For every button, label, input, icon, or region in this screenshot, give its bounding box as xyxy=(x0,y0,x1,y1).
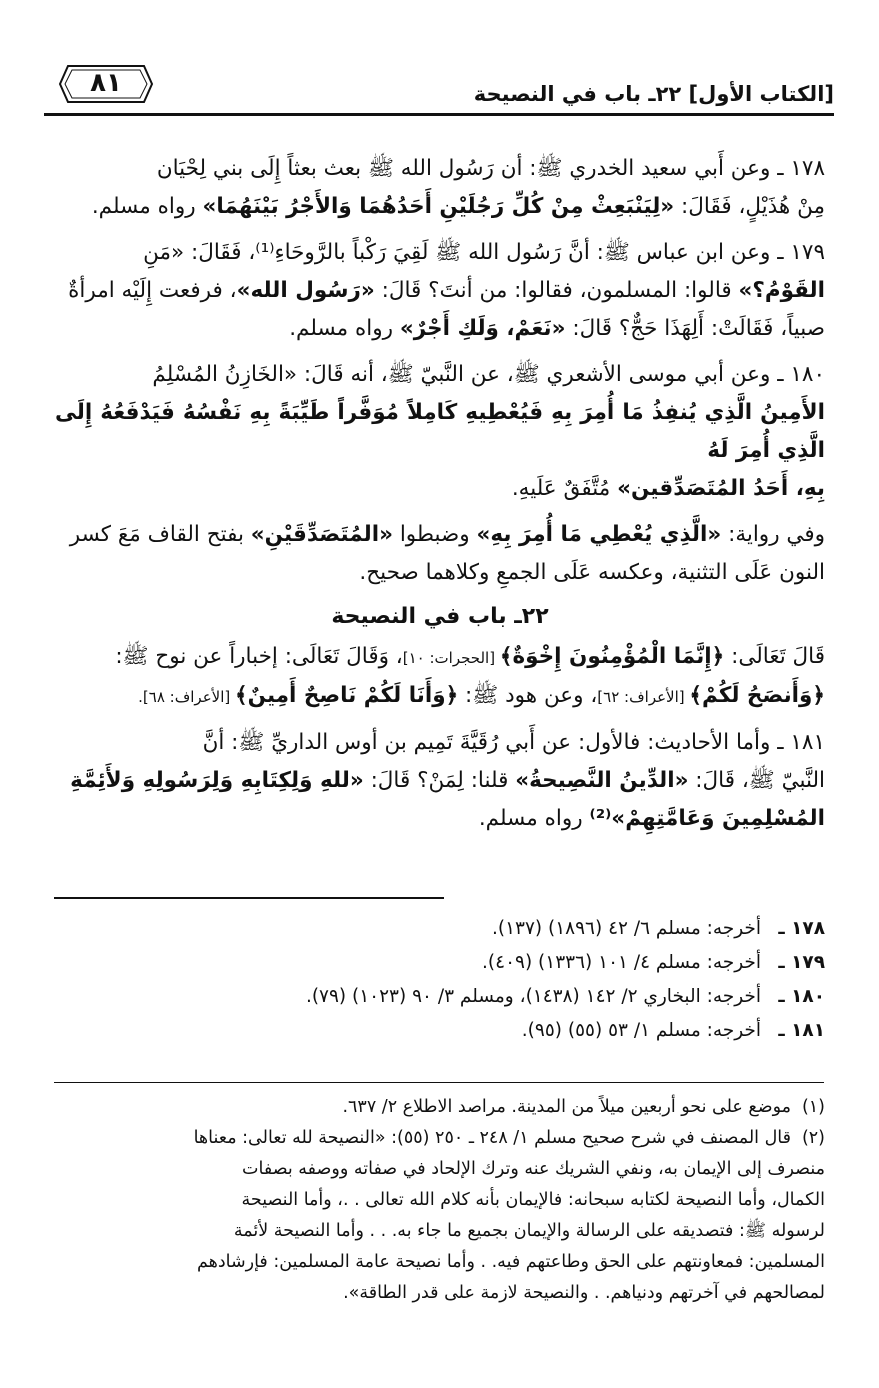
hadith-178-line-2a: مِنْ هُذَيْلٍ، فَقَالَ: xyxy=(674,194,825,219)
footnote-2-line-3: الكمال، وأما النصيحة لكتابه سبحانه: فالإيمان بأنه كلام الله تعالى . .، وأما النصيحة xyxy=(241,1190,825,1210)
footnote-number: (١) xyxy=(801,1097,825,1117)
reference-item xyxy=(55,946,825,980)
riwaya-quote-1: «الَّذِي يُعْطِي مَا أُمِرَ بِهِ» xyxy=(476,522,722,547)
hadith-181-line-3a: المُسْلِمِينَ وَعَامَّتِهِمْ»⁽²⁾ xyxy=(589,806,825,831)
hadith-181-line-2c: قلنا: لِمَنْ؟ قَالَ: xyxy=(363,768,516,793)
page-number-frame xyxy=(58,64,154,104)
hadith-179-line-2d: ، فرفعت إِلَيْه امرأةٌ xyxy=(68,278,237,303)
hadith-181-line-1: ١٨١ ـ وأما الأحاديث: فالأول: عن أَبي رُقَيَّةَ تَمِيم بن أوس الداريِّ ﷺ: أنَّ xyxy=(202,730,825,755)
riwaya-line-1e: بفتح القاف مَعَ كسر xyxy=(69,522,251,547)
hadith-179-line-3a: صبياً، فَقَالَتْ: أَلِهَذَا حَجٌّ؟ قَالَ: xyxy=(565,316,825,341)
reference-number: ١٧٨ ـ xyxy=(778,918,825,939)
verses-line-1d: ، وَقَالَ تَعَالَى: إخباراً عن نوح ﷺ: xyxy=(115,644,403,669)
reference-text: أخرجه: البخاري ٢/ ١٤٢ (١٤٣٨)، ومسلم ٣/ ٩٠ (١٠٢٣) (٧٩). xyxy=(305,986,761,1007)
riwaya-line-1a: وفي رواية: xyxy=(721,522,825,547)
riwaya-line-2: النون عَلَى التثنية، وعكسه عَلَى الجمعِ وكلاهما صحيح. xyxy=(359,560,825,585)
references xyxy=(55,912,825,1048)
verse-2: ﴿وَأَنصَحُ لَكُمْ﴾ xyxy=(689,683,825,708)
hadith-180 xyxy=(55,356,825,508)
hadith-179-line-2b: قالوا: المسلمون، فقالوا: من أنتَ؟ قَالَ: xyxy=(374,278,739,303)
hadith-181-quote-2: «للهِ وَلِكِتَابِهِ وَلِرَسُولِهِ وَلأَئِمَّةِ xyxy=(70,768,364,793)
running-title: [الكتاب الأول] ٢٢ـ باب في النصيحة xyxy=(473,82,834,106)
hadith-179 xyxy=(55,234,825,348)
reference-number: ١٨٠ ـ xyxy=(778,986,825,1007)
footnote-2-line-2: منصرف إلى الإيمان به، ونفي الشريك عنه وترك الإلحاد في صفاته ووصفه بصفات xyxy=(242,1159,825,1179)
hadith-181 xyxy=(55,724,825,838)
verses-line-2c: ، وعن هود ﷺ: xyxy=(458,683,598,708)
hadith-178-quote: «لِيَنْبَعِثْ مِنْ كُلِّ رَجُلَيْنِ أَحَدُهُمَا وَالأَجْرُ بَيْنَهُمَا» xyxy=(202,194,675,219)
hadith-181-quote-1: «الدِّينُ النَّصِيحةُ» xyxy=(515,768,689,793)
reference-item xyxy=(55,1014,825,1048)
footnote-text: موضع على نحو أربعين ميلاً من المدينة. مراصد الاطلاع ٢/ ٦٣٧. xyxy=(342,1097,791,1117)
reference-item xyxy=(55,980,825,1014)
hadith-181-line-2a: النَّبيّ ﷺ، قَالَ: xyxy=(688,768,825,793)
page-header xyxy=(44,56,834,116)
hadith-178 xyxy=(55,150,825,226)
footnote-2-line-1: قال المصنف في شرح صحيح مسلم ١/ ٢٤٨ ـ ٢٥٠ (٥٥): «النصيحة لله تعالى: معناها xyxy=(193,1128,791,1148)
verse-1: ﴿إِنَّمَا الْمُؤْمِنُونَ إِخْوَةٌ﴾ xyxy=(499,644,725,669)
footnote-2 xyxy=(55,1123,825,1309)
reference-text: أخرجه: مسلم ٤/ ١٠١ (١٣٣٦) (٤٠٩). xyxy=(482,952,761,973)
references-rule xyxy=(54,897,444,899)
reference-text: أخرجه: مسلم ٦/ ٤٢ (١٨٩٦) (١٣٧). xyxy=(491,918,761,939)
hadith-179-quote-1: القَوْمُ؟» xyxy=(738,278,825,303)
hadith-180-line-3b: مُتَّفَقٌ عَلَيهِ. xyxy=(511,476,618,501)
reference-number: ١٧٩ ـ xyxy=(778,952,825,973)
hadith-181-line-3b: رواه مسلم. xyxy=(478,806,590,831)
chapter-verses xyxy=(55,638,825,716)
hadith-179-quote-3: «نَعَمْ، وَلَكِ أَجْرٌ» xyxy=(399,316,566,341)
page-number: ٨١ xyxy=(90,68,122,98)
hadith-179-quote-2: «رَسُول الله» xyxy=(236,278,375,303)
footnote-2-line-6: لمصالحهم في آخرتهم ودنياهم. . والنصيحة لازمة على قدر الطاقة». xyxy=(343,1283,825,1303)
reference-item xyxy=(55,912,825,946)
hadith-180-line-3a: بِهِ، أَحَدُ المُتَصَدِّقين» xyxy=(617,476,825,501)
verse-3: ﴿وَأَنَا لَكُمْ نَاصِحٌ أَمِينٌ﴾ xyxy=(235,683,459,708)
footnotes-rule xyxy=(54,1082,824,1083)
hadith-179-line-1: ١٧٩ ـ وعن ابن عباس ﷺ: أنَّ رَسُول الله ﷺ لَقِيَ رَكْباً بالرَّوحَاءِ⁽¹⁾، فَقَالَ: «مَنِ xyxy=(143,240,825,265)
verse-1-ref: [الحجرات: ١٠] xyxy=(402,649,500,667)
hadith-179-line-3c: رواه مسلم. xyxy=(289,316,400,341)
footnote-2-line-5: المسلمين: فمعاونتهم على الحق وطاعتهم فيه. . وأما نصيحة عامة المسلمين: فإرشادهم xyxy=(196,1252,825,1272)
reference-number: ١٨١ ـ xyxy=(778,1020,825,1041)
main-text xyxy=(55,150,825,846)
hadith-178-line-2c: رواه مسلم. xyxy=(91,194,203,219)
riwaya-quote-2: «المُتَصَدِّقَيْنِ» xyxy=(250,522,393,547)
header-rule xyxy=(44,113,834,116)
footnote-number: (٢) xyxy=(801,1128,825,1148)
footnote-2-line-4: لرسوله ﷺ: فتصديقه على الرسالة والإيمان بجميع ما جاء به. . . وأما النصيحة لأئمة xyxy=(233,1221,825,1241)
footnote-1 xyxy=(55,1092,825,1123)
footnotes xyxy=(55,1092,825,1309)
chapter-title: ٢٢ـ باب في النصيحة xyxy=(331,604,549,629)
hadith-180-line-1: ١٨٠ ـ وعن أبي موسى الأشعري ﷺ، عن النَّبيّ ﷺ، أنه قَالَ: «الخَازِنُ المُسْلِمُ xyxy=(152,362,825,387)
hadith-180-line-2: الأَمِينُ الَّذِي يُنفِذُ مَا أُمِرَ بِهِ فَيُعْطِيهِ كَامِلاً مُوَفَّراً طَيِّبَةً بِهِ نَفْسُهُ فَيَدْفَعُهُ إِلَى الَّذِي أُمِرَ لَهُ xyxy=(55,400,825,463)
hadith-178-line-1: ١٧٨ ـ وعن أَبي سعيد الخدري ﷺ: أن رَسُول الله ﷺ بعث بعثاً إِلَى بني لِحْيَان xyxy=(156,156,825,181)
verses-line-1a: قَالَ تَعَالَى: xyxy=(724,644,825,669)
riwaya-paragraph xyxy=(55,516,825,592)
riwaya-line-1c: وضبطوا xyxy=(392,522,477,547)
verse-3-ref: [الأعراف: ٦٨]. xyxy=(138,688,235,706)
verse-2-ref: [الأعراف: ٦٢] xyxy=(597,688,690,706)
reference-text: أخرجه: مسلم ١/ ٥٣ (٥٥) (٩٥). xyxy=(521,1020,761,1041)
